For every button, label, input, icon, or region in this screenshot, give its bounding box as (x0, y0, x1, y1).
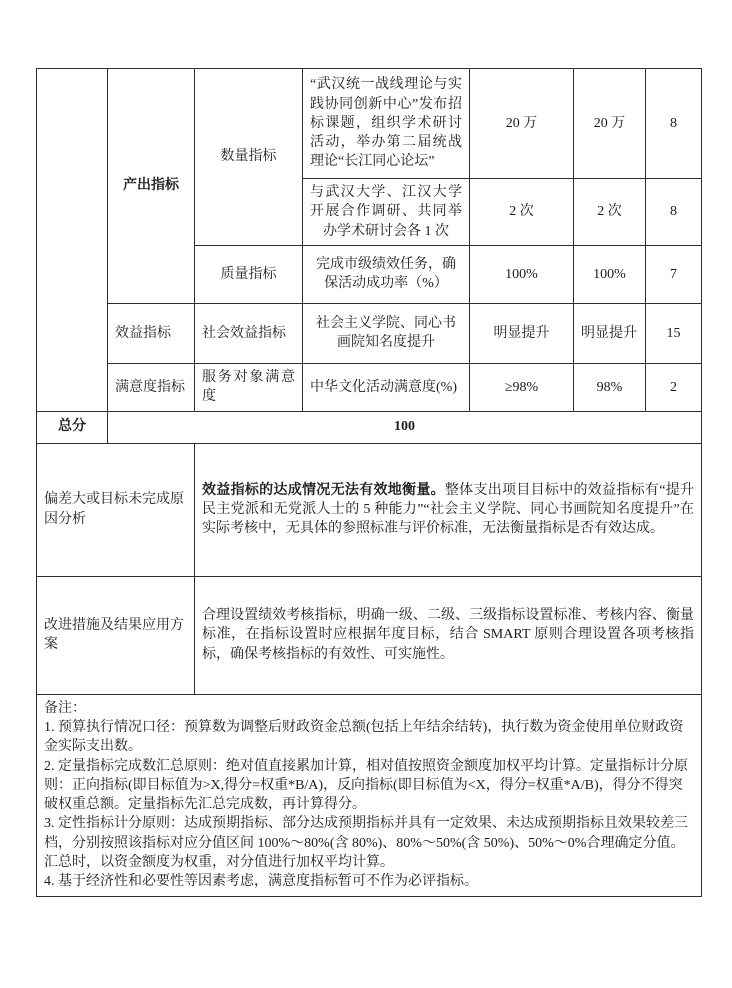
remarks-item-2: 2. 定量指标完成数汇总原则：绝对值直接累加计算，相对值按照资金额度加权平均计算。定量指标计分原则：正向指标(即目标值为>X,得分=权重*B/A)，反向指标(即目标值为<X，得分=权重*A/B)，得分不得突破权重总额。定量指标先汇总完成数，再计算得分。 (44, 758, 688, 813)
level2-social-benefit-label: 社会效益指标 (195, 303, 303, 363)
deviation-bold-statement: 效益指标的达成情况无法有效地衡量。 (202, 482, 445, 498)
level1-output-indicator-label: 产出指标 (108, 69, 195, 304)
deviation-analysis-content (195, 443, 702, 576)
actual-value: 2 次 (574, 179, 646, 246)
actual-value: 明显提升 (574, 303, 646, 363)
score-value: 15 (646, 303, 702, 363)
improvement-row (37, 576, 702, 694)
level2-service-satisfaction-label: 服务对象满意度 (195, 363, 303, 411)
level2-quantity-indicator-label: 数量指标 (195, 69, 303, 246)
score-value: 7 (646, 245, 702, 303)
score-value: 8 (646, 179, 702, 246)
indicator-desc: “武汉统一战线理论与实践协同创新中心”发布招标课题，组织学术研讨活动，举办第二届统战理论“长江同心论坛” (303, 69, 470, 179)
improvement-label: 改进措施及结果应用方案 (37, 576, 195, 694)
total-score-row (37, 411, 702, 443)
total-score-value: 100 (108, 411, 702, 443)
remarks-cell (37, 694, 702, 896)
target-value: 明显提升 (470, 303, 574, 363)
deviation-analysis-row (37, 443, 702, 576)
table-row (37, 69, 702, 179)
table-row (37, 303, 702, 363)
indicator-desc: 与武汉大学、江汉大学开展合作调研、共同举办学术研讨会各 1 次 (303, 179, 470, 246)
remarks-item-3: 3. 定性指标计分原则：达成预期指标、部分达成预期指标并具有一定效果、未达成预期指标且效果较差三档，分别按照该指标对应分值区间 100%～80%(含 80%)、80%～50%(含 50%)、50%～0%合理确定分值。汇总时，以资金额度为权重，对分值进行加权平均计算。 (44, 816, 688, 871)
performance-indicator-table (36, 68, 702, 897)
score-value: 2 (646, 363, 702, 411)
total-score-label: 总分 (37, 411, 108, 443)
level2-quality-indicator-label: 质量指标 (195, 245, 303, 303)
target-value: 20 万 (470, 69, 574, 179)
target-value: 2 次 (470, 179, 574, 246)
deviation-detail-text: 整体支出项目目标中的效益指标有“提升民主党派和无党派人士的 5 种能力”“社会主义学院、同心书画院知名度提升”在实际考核中，无具体的参照标准与评价标准，无法衡量指标是否有效达成。 (202, 482, 694, 537)
target-value: 100% (470, 245, 574, 303)
table-row (37, 363, 702, 411)
remarks-item-1: 1. 预算执行情况口径：预算数为调整后财政资金总额(包括上年结余结转)，执行数为资金使用单位财政资金实际支出数。 (44, 719, 684, 755)
remarks-title: 备注： (44, 700, 86, 716)
improvement-content: 合理设置绩效考核指标，明确一级、二级、三级指标设置标准、考核内容、衡量标准，在指标设置时应根据年度目标，结合 SMART 原则合理设置各项考核指标，确保考核指标的有效性、可实施性。 (195, 576, 702, 694)
level1-satisfaction-indicator-label: 满意度指标 (108, 363, 195, 411)
target-value: ≥98% (470, 363, 574, 411)
merged-spacer-cell (37, 69, 108, 412)
score-value: 8 (646, 69, 702, 179)
indicator-desc: 完成市级绩效任务，确保活动成功率（%） (303, 245, 470, 303)
remarks-row (37, 694, 702, 896)
level1-benefit-indicator-label: 效益指标 (108, 303, 195, 363)
indicator-desc: 社会主义学院、同心书画院知名度提升 (303, 303, 470, 363)
actual-value: 20 万 (574, 69, 646, 179)
deviation-analysis-label: 偏差大或目标未完成原因分析 (37, 443, 195, 576)
remarks-item-4: 4. 基于经济性和必要性等因素考虑，满意度指标暂可不作为必评指标。 (44, 874, 478, 890)
actual-value: 100% (574, 245, 646, 303)
actual-value: 98% (574, 363, 646, 411)
indicator-desc: 中华文化活动满意度(%) (303, 363, 470, 411)
